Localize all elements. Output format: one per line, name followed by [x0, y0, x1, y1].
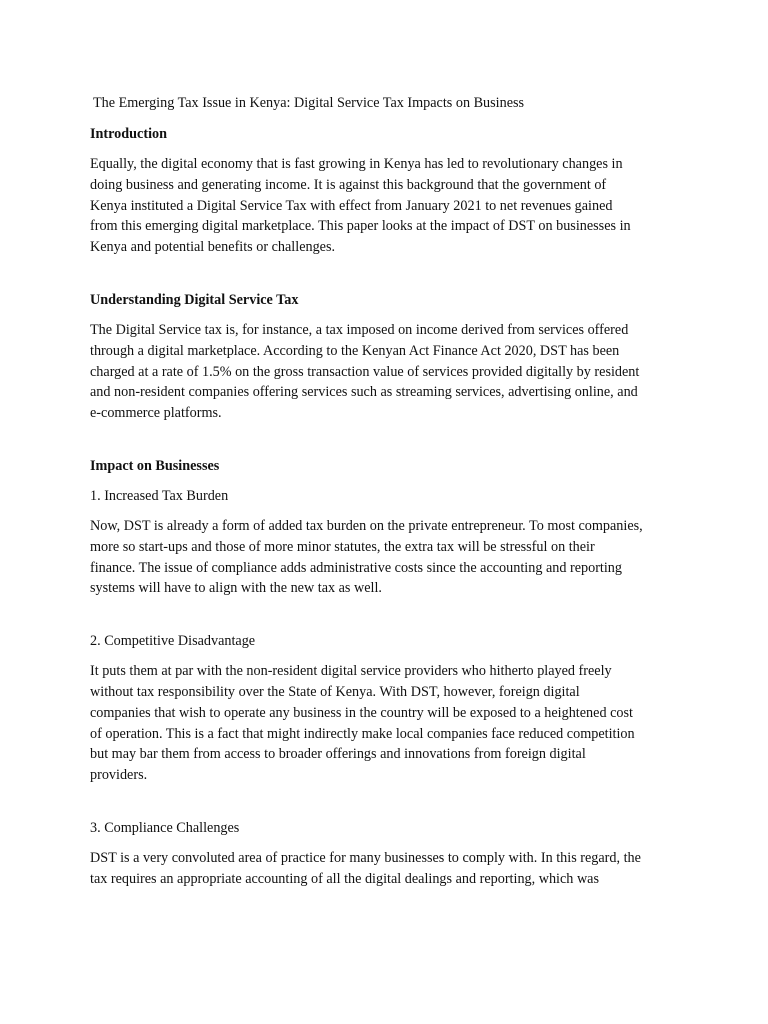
paragraph-competitive-disadvantage: It puts them at par with the non-resident digital service providers who hitherto played freely without tax responsibility over the State of Kenya. With DST, however, foreign digital companies that wish to operate any business in the country will be exposed to a heightened cost of operation. This is a fact that might indirectly make local companies face reduced competition but may bar them from access to broader offerings and innovations from foreign digital providers. — [90, 663, 635, 784]
spacer — [90, 599, 690, 631]
spacer — [90, 786, 690, 818]
subheading-competitive-disadvantage: 2. Competitive Disadvantage — [90, 633, 256, 650]
paragraph-increased-tax-burden: Now, DST is already a form of added tax burden on the private entrepreneur. To most companies, more so start-ups and those of more minor statutes, the extra tax will be stressful on their finance. The issue of compliance adds administrative costs since the accounting and reporting systems will have to align with the new tax as well. — [90, 517, 643, 597]
paragraph-understanding-dst: The Digital Service tax is, for instance, a tax imposed on income derived from services offered through a digital marketplace. According to the Kenyan Act Finance Act 2020, DST has been charged at a rate of 1.5% on the gross transaction value of services provided digitally by resident and non-resident companies offering services such as streaming services, advertising online, and e-commerce platforms. — [90, 321, 640, 422]
document-page — [90, 93, 690, 890]
section-heading-introduction: Introduction — [90, 126, 167, 142]
spacer — [90, 258, 690, 290]
section-heading-understanding-dst: Understanding Digital Service Tax — [90, 291, 299, 308]
subheading-compliance-challenges: 3. Compliance Challenges — [90, 819, 240, 836]
spacer — [90, 424, 690, 456]
paragraph-introduction: Equally, the digital economy that is fast growing in Kenya has led to revolutionary changes in doing business and generating income. It is against this background that the government of Kenya instituted a Digital Service Tax with effect from January 2021 to net revenues gained from this emerging digital marketplace. This paper looks at the impact of DST on businesses in Kenya and potential benefits or challenges. — [90, 156, 631, 256]
section-heading-impact-on-businesses: Impact on Businesses — [90, 457, 220, 474]
paragraph-compliance-challenges: DST is a very convoluted area of practice for many businesses to comply with. In this regard, the tax requires an appropriate accounting of all the digital dealings and reporting, which was — [90, 849, 641, 887]
document-title: The Emerging Tax Issue in Kenya: Digital Service Tax Impacts on Business — [93, 95, 525, 111]
subheading-increased-tax-burden: 1. Increased Tax Burden — [90, 487, 229, 504]
